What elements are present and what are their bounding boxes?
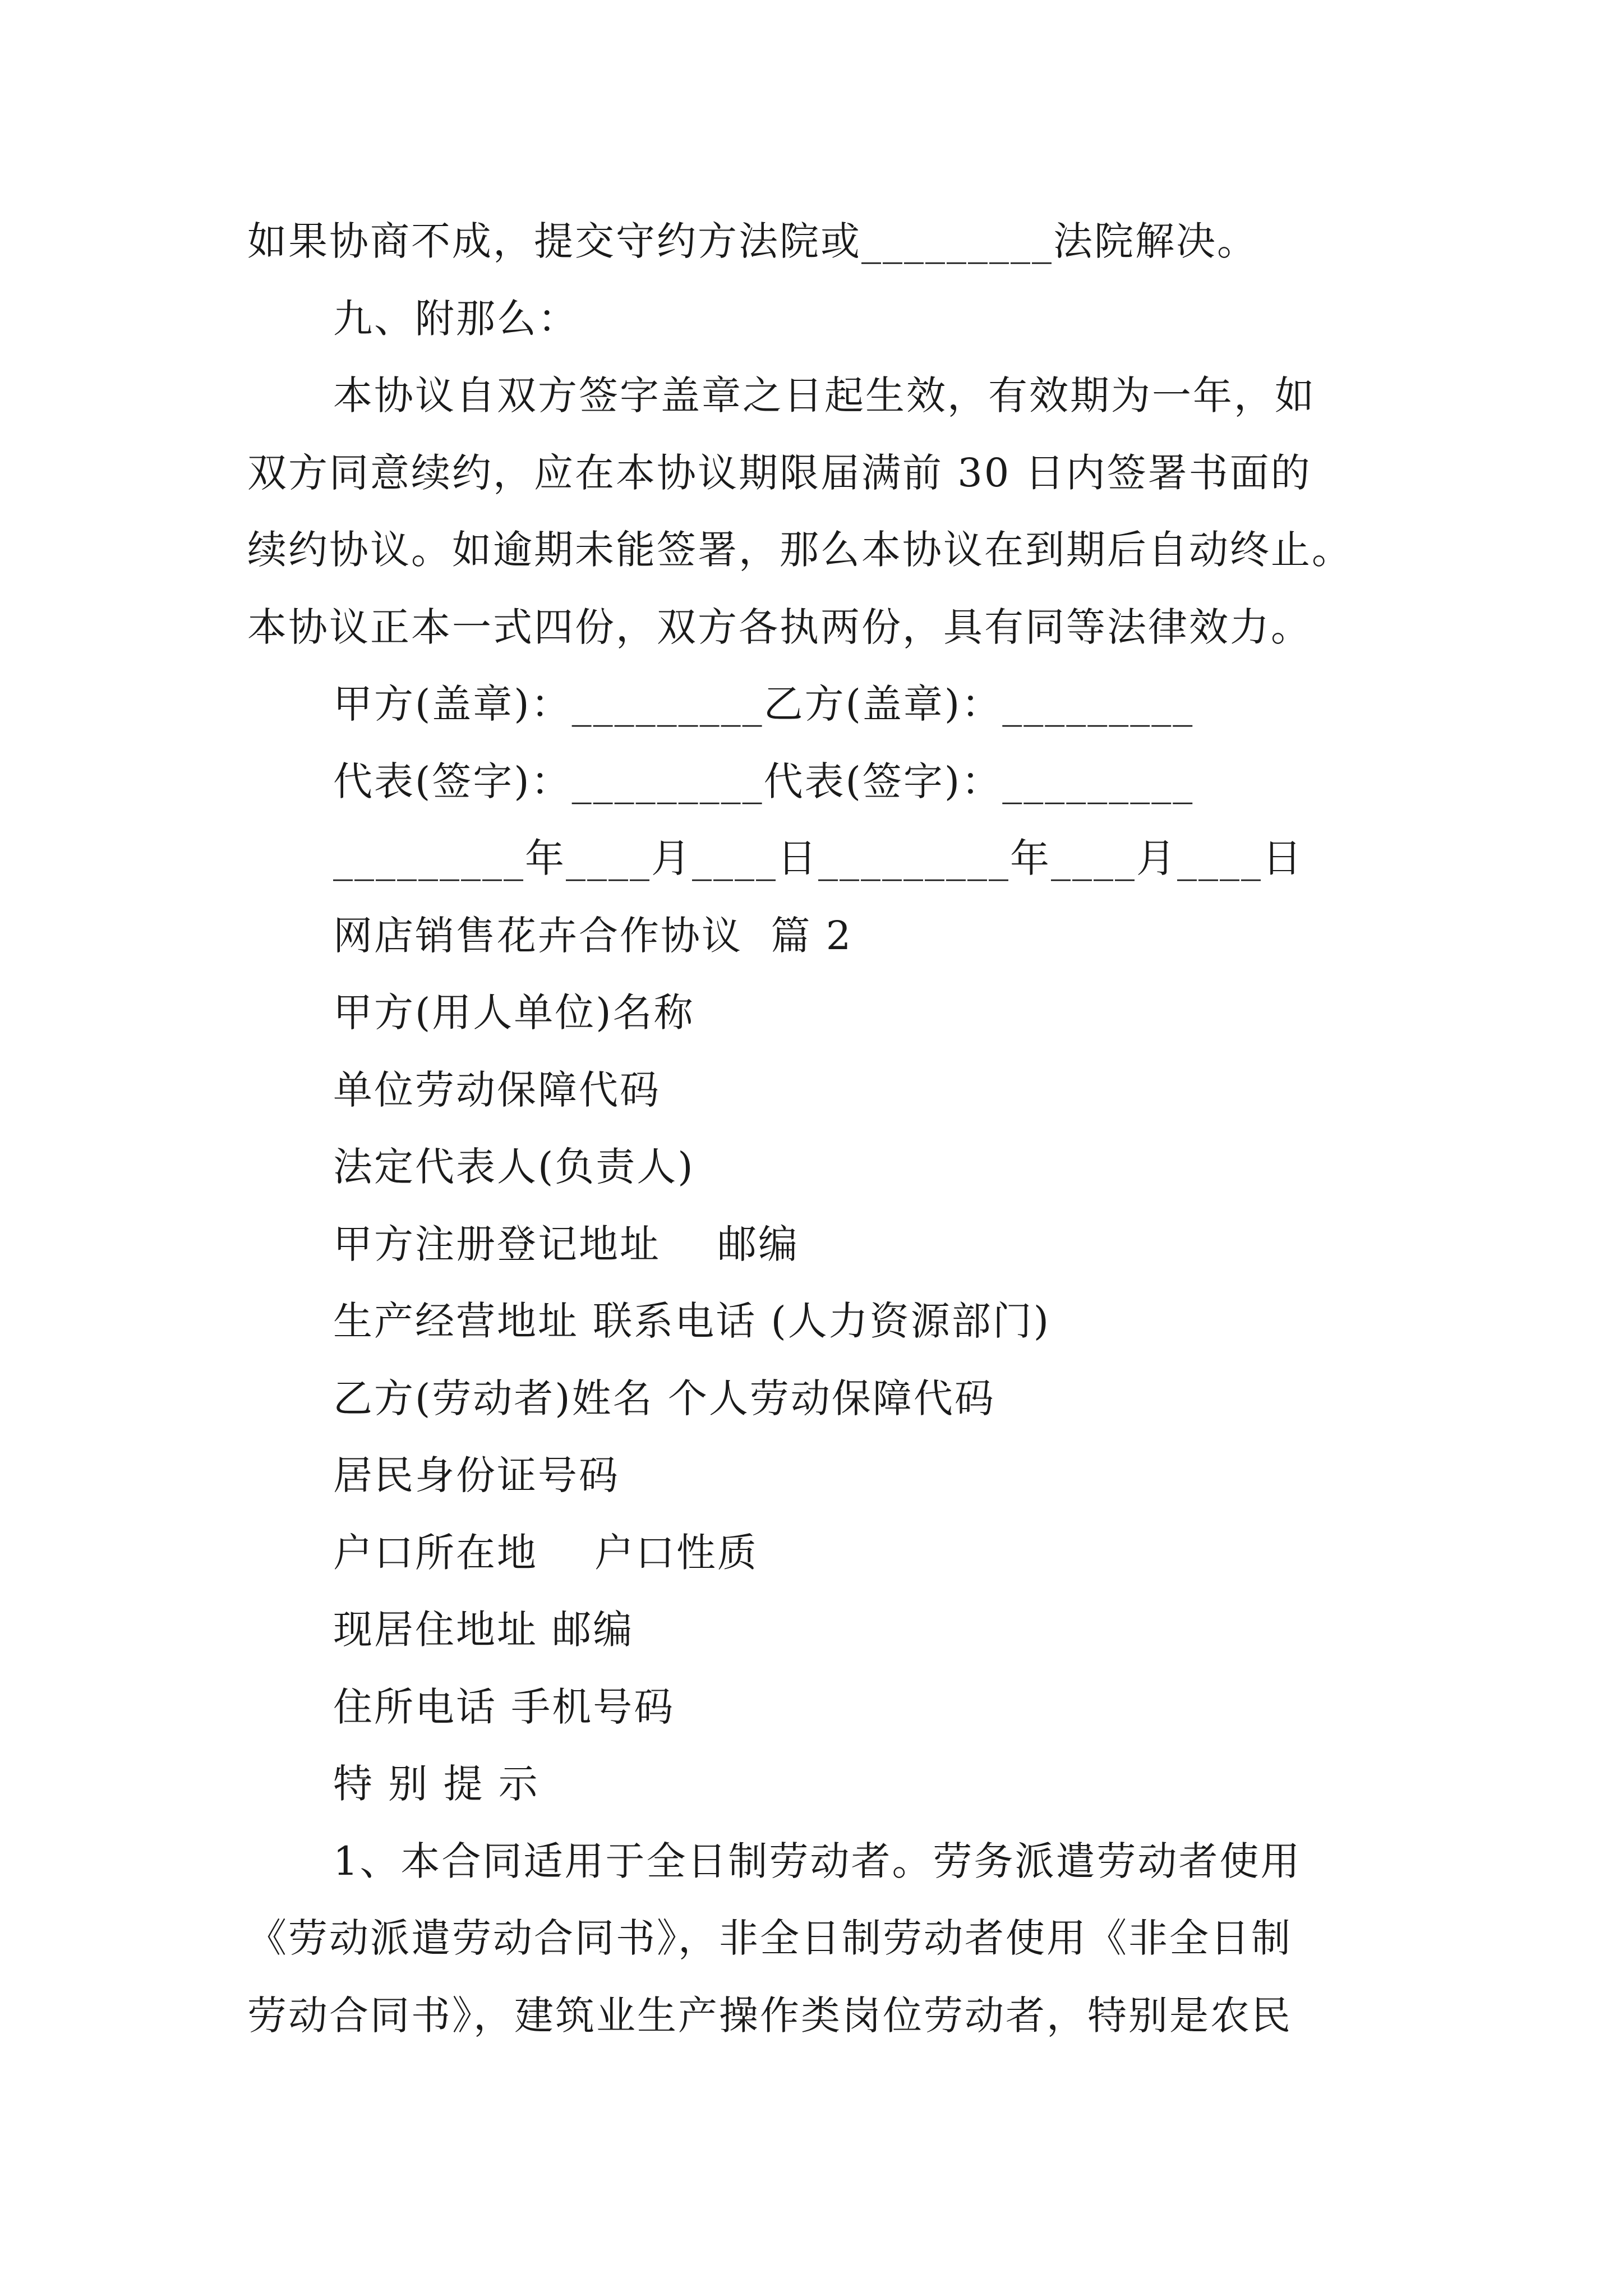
field-business-address: 生产经营地址 联系电话 (人力资源部门)	[333, 1298, 1051, 1344]
special-notice-heading: 特 别 提 示	[333, 1761, 540, 1807]
field-phone: 住所电话 手机号码	[333, 1683, 675, 1730]
text-line-effective: 本协议自双方签字盖章之日起生效，有效期为一年，如	[333, 372, 1316, 418]
text-line-renewal: 双方同意续约，应在本协议期限届满前 30 日内签署书面的	[247, 449, 1312, 496]
field-registered-address: 甲方注册登记地址 邮编	[333, 1221, 800, 1267]
section-heading-nine: 九、附那么：	[333, 295, 579, 342]
field-household-registration: 户口所在地 户口性质	[333, 1529, 759, 1576]
field-current-address: 现居住地址 邮编	[333, 1607, 634, 1653]
field-employer-name: 甲方(用人单位)名称	[333, 990, 695, 1036]
field-employee-name: 乙方(劳动者)姓名 个人劳动保障代码	[333, 1375, 995, 1421]
field-id-number: 居民身份证号码	[333, 1452, 620, 1498]
signature-line-representative: 代表(签字)：_________代表(签字)：_________	[333, 758, 1195, 804]
document-body	[247, 203, 1395, 2054]
text-line-notice-2: 《劳动派遣劳动合同书》，非全日制劳动者使用《非全日制	[247, 1915, 1292, 1961]
text-line-notice-3: 劳动合同书》，建筑业生产操作类岗位劳动者，特别是农民	[247, 1992, 1292, 2039]
field-labor-code: 单位劳动保障代码	[333, 1066, 661, 1113]
field-legal-rep: 法定代表人(负责人)	[333, 1144, 695, 1190]
text-line-termination: 续约协议。如逾期未能签署，那么本协议在到期后自动终止。	[247, 527, 1353, 573]
document-title-part2: 网店销售花卉合作协议 篇 2	[333, 912, 853, 959]
text-line-notice-1: 1、本合同适用于全日制劳动者。劳务派遣劳动者使用	[333, 1838, 1302, 1884]
signature-line-seal: 甲方(盖章)：_________乙方(盖章)：_________	[333, 681, 1195, 727]
text-line-dispute-court: 如果协商不成，提交守约方法院或_________法院解决。	[247, 218, 1258, 264]
text-line-copies: 本协议正本一式四份，双方各执两份，具有同等法律效力。	[247, 604, 1312, 650]
signature-line-date: _________年____月____日_________年____月____日	[333, 835, 1303, 881]
